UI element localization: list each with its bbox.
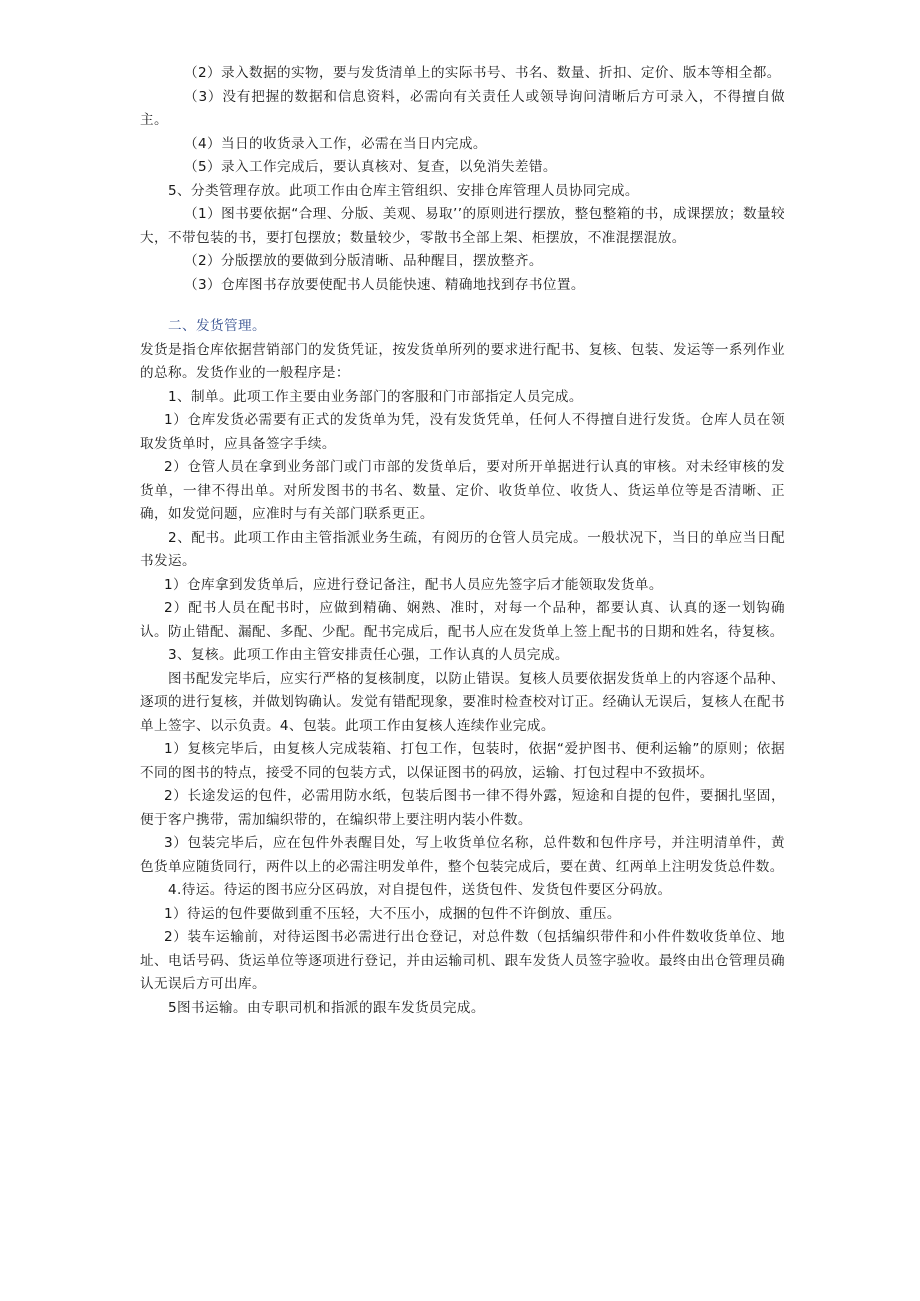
- paragraph-step-1-item-2: 2）仓管人员在拿到业务部门或门市部的发货单后，要对所开单据进行认真的审核。对未经审核的发货单，一律不得出单。对所发图书的书名、数量、定价、收货单位、收货人、货运单位等是否清晰、正确，如发觉问题，应准时与有关部门联系更正。: [140, 459, 785, 522]
- paragraph-step-4-item-2: 2）长途发运的包件，必需用防水纸，包装后图书一律不得外露，短途和自提的包件，要捆扎坚固，便于客户携带，需加编织带的，在编织带上要注明内装小件数。: [140, 788, 785, 828]
- paragraph-storage-item-2: （2）分版摆放的要做到分版清晰、品种醒目，摆放整齐。: [184, 253, 543, 269]
- paragraph-step-2: 2、配书。此项工作由主管指派业务生疏，有阅历的仓管人员完成。一般状况下，当日的单应当日配书发运。: [140, 529, 785, 569]
- paragraph-section-5: 5、分类管理存放。此项工作由仓库主管组织、安排仓库管理人员协同完成。: [168, 182, 639, 199]
- paragraph-step-2-item-2: 2）配书人员在配书时，应做到精确、娴熟、准时，对每一个品种，都要认真、认真的逐一划钩确认。防止错配、漏配、多配、少配。配书完成后，配书人应在发货单上签上配书的日期和姓名，待复核。: [140, 600, 785, 640]
- paragraph-record-item-2: （2）录入数据的实物，要与发货清单上的实际书号、书名、数量、折扣、定价、版本等相全都。: [184, 65, 781, 81]
- paragraph-step-4-wait: 4.待运。待运的图书应分区码放，对自提包件，送货包件、发货包件要区分码放。: [168, 882, 672, 898]
- document-body: [140, 62, 785, 1020]
- paragraph-step-3: 3、复核。此项工作由主管安排责任心强，工作认真的人员完成。: [168, 647, 569, 663]
- paragraph-storage-item-3: （3）仓库图书存放要使配书人员能快速、精确地找到存书位置。: [184, 276, 585, 293]
- paragraph-record-item-5: （5）录入工作完成后，要认真核对、复查，以免消失差错。: [184, 159, 557, 175]
- paragraph-step-3-detail: 图书配发完毕后，应实行严格的复核制度，以防止错误。复核人员要依据发货单上的内容逐个品种、逐项的进行复核，并做划钩确认。发觉有错配现象，要准时检查校对订正。经确认无误后，复核人在配书单上签字、以示负责。4、包装。此项工作由复核人连续作业完成。: [140, 670, 785, 734]
- paragraph-step-4-item-1: 1）复核完毕后，由复核人完成装箱、打包工作，包装时，依据“爱护图书、便利运输”的原则；依据不同的图书的特点，接受不同的包装方式，以保证图书的码放，运输、打包过程中不致损坏。: [140, 741, 785, 781]
- paragraph-step-4-item-3: 3）包装完毕后，应在包件外表醒目处，写上收货单位名称，总件数和包件序号，并注明清单件，黄色货单应随货同行，两件以上的必需注明发单件，整个包装完成后，要在黄、红两单上注明发货总件数。: [140, 835, 785, 875]
- paragraph-wait-item-1: 1）待运的包件要做到重不压轻，大不压小，成捆的包件不许倒放、重压。: [164, 905, 621, 922]
- paragraph-shipping-definition: 发货是指仓库依据营销部门的发货凭证，按发货单所列的要求进行配书、复核、包装、发运等一系列作业的总称。发货作业的一般程序是：: [140, 341, 785, 381]
- paragraph-record-item-3: （3）没有把握的数据和信息资料，必需向有关责任人或领导询问清晰后方可录入，不得擅自做主。: [140, 88, 785, 128]
- heading-shipping-management: 二、发货管理。: [168, 318, 266, 334]
- paragraph-step-1: 1、制单。此项工作主要由业务部门的客服和门市部指定人员完成。: [168, 388, 583, 405]
- paragraph-record-item-4: （4）当日的收货录入工作，必需在当日内完成。: [184, 135, 487, 152]
- paragraph-step-5: 5图书运输。由专职司机和指派的跟车发货员完成。: [168, 999, 485, 1016]
- paragraph-step-2-item-1: 1）仓库拿到发货单后，应进行登记备注，配书人员应先签字后才能领取发货单。: [164, 576, 663, 593]
- paragraph-storage-item-1: （1）图书要依据“合理、分版、美观、易取’’的原则进行摆放，整包整箱的书，成课摆放；数量较大，不带包装的书，要打包摆放；数量较少，零散书全部上架、柜摆放，不准混摆混放。: [140, 206, 785, 246]
- paragraph-wait-item-2: 2）装车运输前，对待运图书必需进行出仓登记，对总件数（包括编织带件和小件件数收货单位、地址、电话号码、货运单位等逐项进行登记，并由运输司机、跟车发货人员签字验收。最终由出仓管理员确认无误后方可出库。: [140, 929, 785, 992]
- paragraph-step-1-item-1: 1）仓库发货必需要有正式的发货单为凭，没有发货凭单，任何人不得擅自进行发货。仓库人员在领取发货单时，应具备签字手续。: [140, 412, 785, 452]
- section-gap: [140, 297, 785, 315]
